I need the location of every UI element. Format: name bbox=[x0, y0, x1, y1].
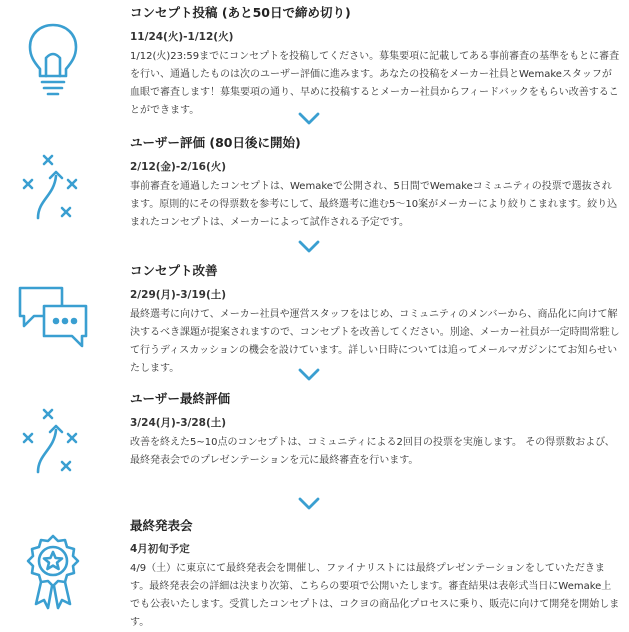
award-ribbon-icon bbox=[10, 528, 96, 614]
chat-bubbles-icon bbox=[10, 272, 96, 358]
step-description: 1/12(火)23:59までにコンセプトを投稿してください。募集要項に記載してある事前審査の基準をもとに審査を行い、通過したものは次のユーザー評価に進みます。あなたの投稿をメーカー社員とWemakeスタッフが血眼で審査します！募集要項の通り、早めに投稿するとメーカー社員からフィードバックをもらい改善することができます。 bbox=[130, 51, 620, 116]
chevron-down-icon bbox=[298, 112, 320, 126]
chevron-down-icon bbox=[298, 497, 320, 511]
step-description: 4/9（土）に東京にて最終発表会を開催し、ファイナリストには最終プレゼンテーションをしていただきます。最終発表会の詳細は決まり次第、こちらの要項で公開いたします。審査結果は表彰式当日にWemake上でも公表いたします。受賞したコンセプトは、コクヨの商品化プロセスに乗り、販売に向けて開発を開始します。 bbox=[130, 563, 620, 628]
step-date: 2/29(月)-3/19(土) bbox=[130, 289, 227, 301]
step-date: 11/24(火)-1/12(火) bbox=[130, 31, 234, 43]
step-description: 最終選考に向けて、メーカー社員や運営スタッフをはじめ、コミュニティのメンバーから、商品化に向けて解決するべき課題が提案されますので、コンセプトを改善してください。別途、メーカー社員が一定時間常駐して行うディスカッションの機会を設けています。詳しい日時については追ってメールマガジンにてお知らせいたします。 bbox=[130, 309, 620, 374]
step-description: 事前審査を通過したコンセプトは、Wemakeで公開され、5日間でWemakeコミュニティの投票で選抜されます。原則的にその得票数を参考にして、最終選考に進む5～10案がメーカーにより絞りこまれます。絞り込まれたコンセプトは、メーカーによって試作される予定です。 bbox=[130, 181, 618, 228]
chevron-down-icon bbox=[298, 240, 320, 254]
chevron-down-icon bbox=[298, 368, 320, 382]
step-title: ユーザー評価 (80日後に開始) bbox=[130, 135, 301, 150]
step-title: コンセプト投稿 (あと50日で締め切り) bbox=[130, 5, 351, 20]
step-date: 4月初旬予定 bbox=[130, 543, 190, 555]
strategy-play-icon bbox=[10, 144, 96, 230]
lightbulb-icon bbox=[10, 14, 96, 100]
step-title: ユーザー最終評価 bbox=[130, 391, 231, 406]
step-date: 2/12(金)-2/16(火) bbox=[130, 161, 227, 173]
step-description: 改善を終えた5~10点のコンセプトは、コミュニティによる2回目の投票を実施します。 その得票数および、最終発表会でのプレゼンテーションを元に最終審査を行います。 bbox=[130, 437, 615, 466]
step-date: 3/24(月)-3/28(土) bbox=[130, 417, 227, 429]
step-title: コンセプト改善 bbox=[130, 263, 218, 278]
step-title: 最終発表会 bbox=[130, 518, 193, 533]
strategy-play-icon bbox=[10, 398, 96, 484]
